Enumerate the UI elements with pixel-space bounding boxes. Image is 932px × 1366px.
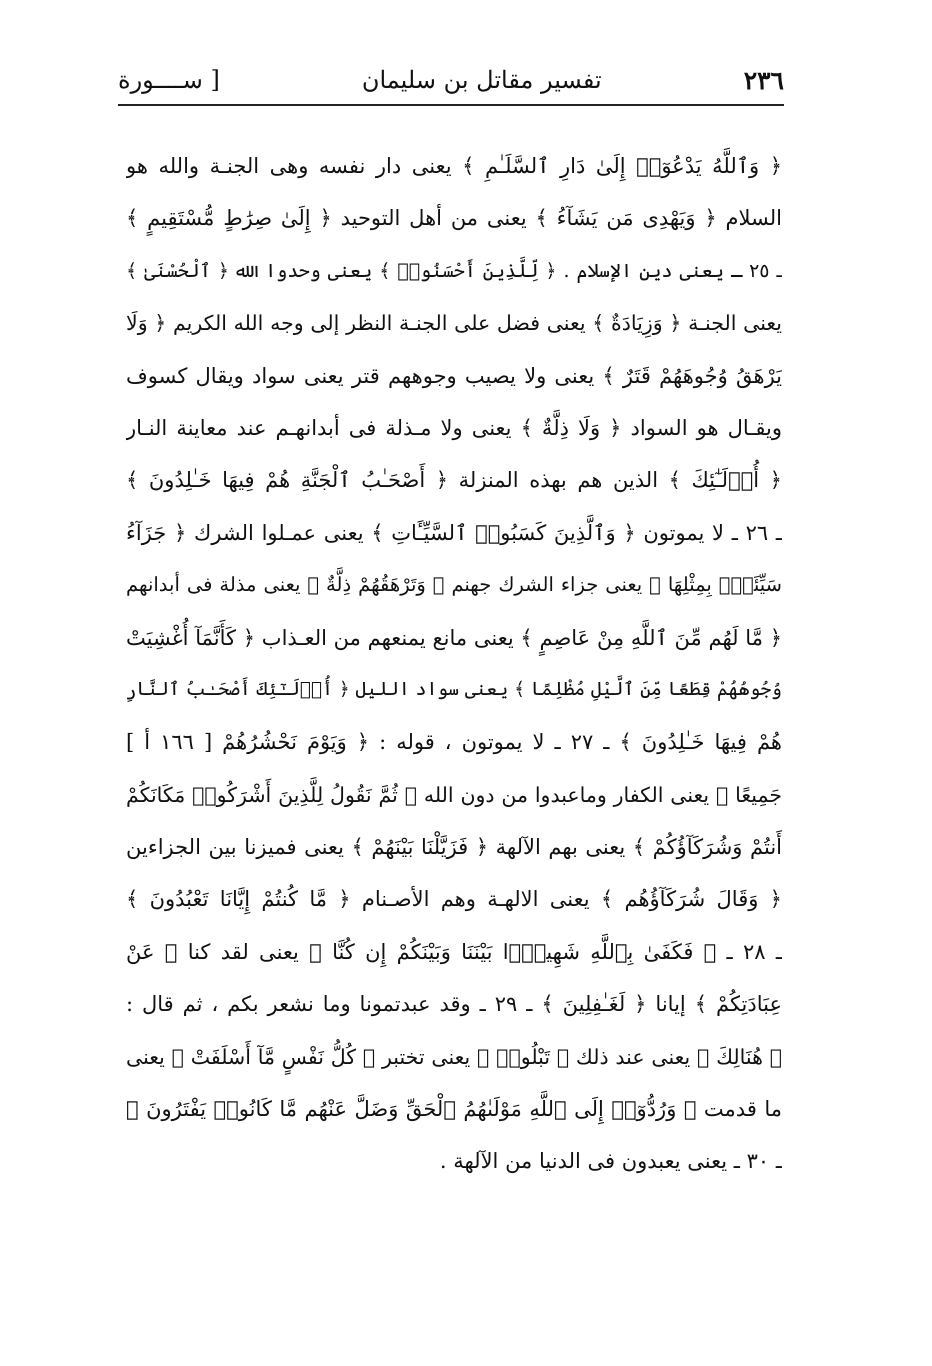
text-line: ـ ٢٥ ـ يعنى دين الإسلام . ﴿ لِّلَّذِينَ أَحْسَنُوا۟ ﴾ يعنى وحدوا الله ﴿ ٱلْحُسْنَىٰ ﴾ [126, 259, 782, 282]
text-line: سَيِّئَةٍۭ بِمِثْلِهَا ﴾ يعنى جزاء الشرك جهنم ﴿ وَتَرْهَقُهُمْ ذِلَّةٌ ﴾ يعنى مذلة فى أبدانهم [126, 573, 782, 597]
text-line: يَرْهَقُ وُجُوهَهُمْ قَتَرٌ ﴾ يعنى ولا يصيب وجوههم قتر يعنى سواد ويقال كسوف [126, 363, 782, 388]
text-line: وُجُوهُهُمْ قِطَعًا مِّنَ ٱلَّيْلِ مُظْلِمًا ﴾ يعنى سواد الليل ﴿ أُو۟لَـٰٓئِكَ أَصْحَـٰبُ ٱلنَّارِ [126, 678, 782, 700]
text-line: هُمْ فِيهَا خَـٰلِدُونَ ﴾ ـ ٢٧ ـ لا يموتون ، قوله : ﴿ وَيَوْمَ نَحْشُرُهُمْ [ ١٦٦ أ ] [126, 730, 782, 755]
text-line: ـ ٢٦ ـ لا يموتون ﴿ وَٱلَّذِينَ كَسَبُوا۟ ٱلسَّيِّـَٔاتِ ﴾ يعنى عمـلوا الشرك ﴿ جَزَآءُ [126, 520, 782, 545]
page-number: ٢٣٦ [743, 65, 784, 95]
text-line: يعنى الجنـة ﴿ وَزِيَادَةٌ ﴾ يعنى فضل على الجنـة النظر إلى وجه الله الكريم ﴿ وَلَا [126, 311, 782, 336]
book-title: تفسير مقاتل بن سليمان [361, 66, 602, 94]
text-line: ﴿ وَٱللَّهُ يَدْعُوٓا۟ إِلَىٰ دَارِ ٱلسَّلَـٰمِ ﴾ يعنى دار نفسه وهى الجنـة والله هو [126, 154, 782, 178]
text-line: ﴿ مَّا لَهُم مِّنَ ٱللَّهِ مِنْ عَاصِمٍ ﴾ يعنى مانع يمنعهم من العـذاب ﴿ كَأَنَّمَآ أُغْشِيَتْ [126, 625, 782, 650]
text-line: ما قدمت ﴿ وَرُدُّوٓا۟ إِلَى ٱللَّهِ مَوْلَىٰهُمُ ٱلْحَقِّ وَضَلَّ عَنْهُم مَّا كَانُوا۟ يَفْتَرُونَ ﴾ [126, 1097, 782, 1122]
text-line: ﴿ وَقَالَ شُرَكَآؤُهُم ﴾ يعنى الالهـة وهم الأصـنام ﴿ مَّا كُنتُمْ إِيَّانَا تَعْبُدُونَ ﴾ [126, 887, 782, 912]
text-line: ـ ٢٨ ـ ﴿ فَكَفَىٰ بِٱللَّهِ شَهِيدًۢا بَيْنَنَا وَبَيْنَكُمْ إِن كُنَّا ﴾ يعنى لقد كنا ﴿ عَنْ [126, 939, 782, 964]
header-rule [118, 104, 784, 106]
surah-label: [ ســــورة [118, 66, 220, 94]
text-line: جَمِيعًا ﴾ يعنى الكفار وماعبدوا من دون الله ﴿ ثُمَّ نَقُولُ لِلَّذِينَ أَشْرَكُوا۟ مَكَانَكُمْ [126, 782, 782, 807]
text-line: ﴿ هُنَالِكَ ﴾ يعنى عند ذلك ﴿ تَبْلُوا۟ ﴾ يعنى تختبر ﴿ كُلُّ نَفْسٍ مَّآ أَسْلَفَتْ ﴾ يعنى [126, 1044, 782, 1069]
text-line: السلام ﴿ وَيَهْدِى مَن يَشَآءُ ﴾ يعنى من أهل التوحيد ﴿ إِلَىٰ صِرَٰطٍ مُّسْتَقِيمٍ ﴾ [126, 206, 782, 231]
text-line: ـ ٣٠ ـ يعنى يعبدون فى الدنيا من الآلهة . [439, 1149, 782, 1174]
text-line: أَنتُمْ وَشُرَكَآؤُكُمْ ﴾ يعنى بهم الآلهة ﴿ فَزَيَّلْنَا بَيْنَهُمْ ﴾ يعنى فميزنا بين الجزاءين [126, 835, 782, 860]
text-line: ﴿ أُو۟لَـٰٓئِكَ ﴾ الذين هم بهذه المنزلة ﴿ أَصْحَـٰبُ ٱلْجَنَّةِ هُمْ فِيهَا خَـٰلِدُونَ ﴾ [126, 468, 782, 493]
text-body [126, 140, 782, 1188]
text-line: ويقـال هو السواد ﴿ وَلَا ذِلَّةٌ ﴾ يعنى ولا مـذلة فى أبدانهـم عند معاينة النـار [126, 415, 782, 440]
text-line: عِبَادَتِكُمْ ﴾ إيانا ﴿ لَغَـٰفِلِينَ ﴾ ـ ٢٩ ـ وقد عبدتمونا وما نشعر بكم ، ثم قال : [126, 992, 782, 1017]
running-header [118, 60, 784, 100]
